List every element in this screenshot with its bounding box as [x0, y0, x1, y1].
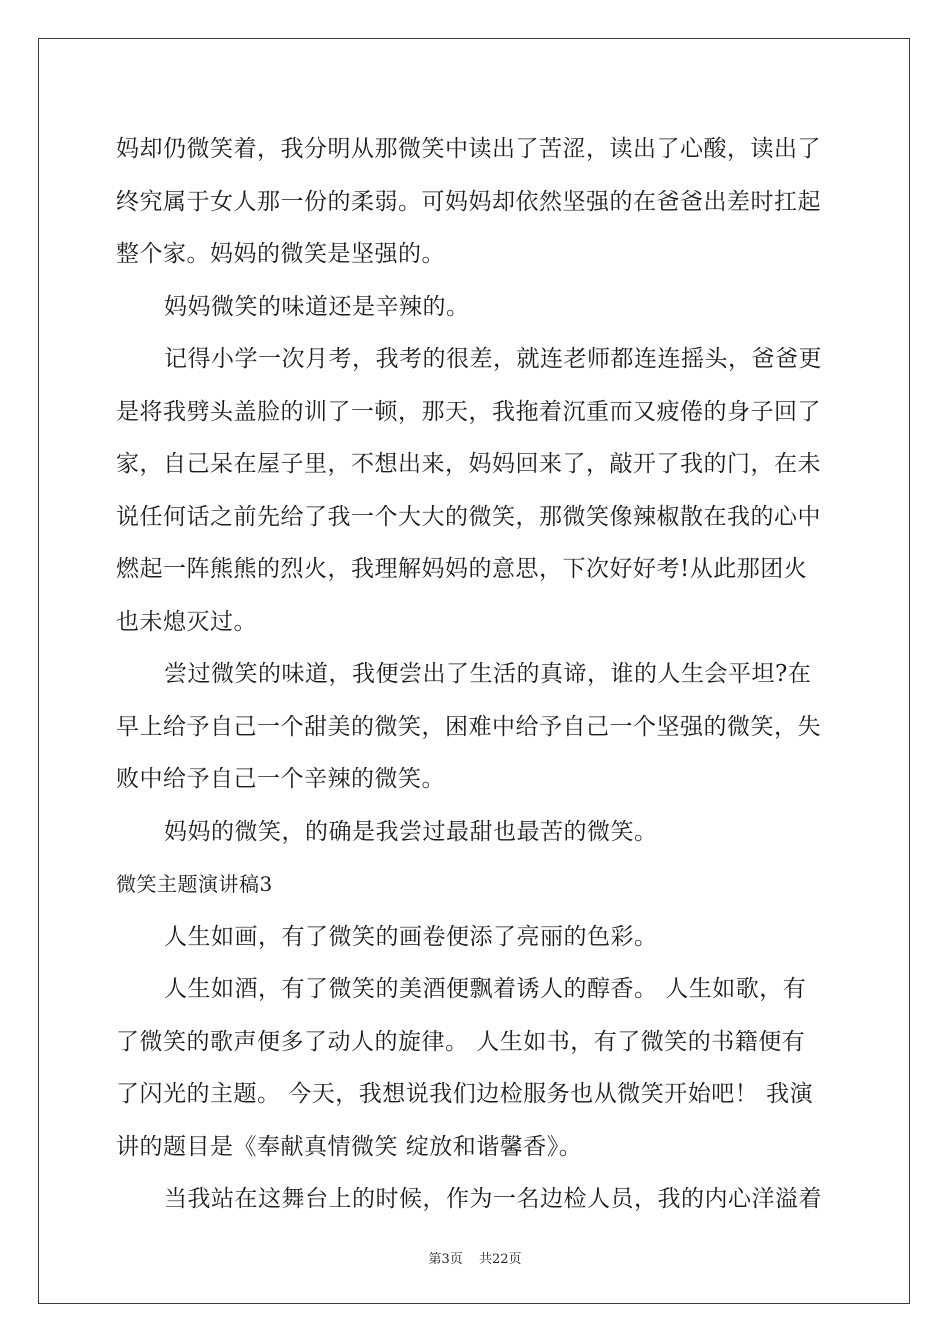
text-line: 了闪光的主题。 今天，我想说我们边检服务也从微笑开始吧！ 我演: [116, 1081, 814, 1107]
text-line: 说任何话之前先给了我一个大大的微笑，那微笑像辣椒散在我的心中: [116, 503, 821, 530]
page-footer: [0, 1248, 950, 1267]
text-line: 燃起一阵熊熊的烈火，我理解妈妈的意思，下次好好考!从此那团火: [116, 556, 808, 582]
text-line: 败中给予自己一个辛辣的微笑。: [116, 766, 445, 792]
section-heading: 微笑主题演讲稿3: [116, 872, 273, 896]
text-line: 家，自己呆在屋子里，不想出来，妈妈回来了，敲开了我的门，在未: [116, 451, 821, 477]
text-line: 妈妈微笑的味道还是辛辣的。: [164, 293, 470, 320]
text-line: 讲的题目是《奉献真情微笑 绽放和谐馨香》。: [116, 1133, 583, 1160]
current-page-number: 第3页: [428, 1252, 463, 1267]
text-line: 也未熄灭过。: [116, 608, 257, 635]
text-line: 整个家。妈妈的微笑是坚强的。: [116, 241, 445, 267]
text-line: 人生如酒，有了微笑的美酒便飘着诱人的醇香。 人生如歌，有: [164, 976, 807, 1002]
text-line: 人生如画，有了微笑的画卷便添了亮丽的色彩。: [164, 923, 658, 950]
text-line: 了微笑的歌声便多了动人的旋律。 人生如书，有了微笑的书籍便有: [116, 1028, 806, 1055]
text-line: 早上给予自己一个甜美的微笑，困难中给予自己一个坚强的微笑，失: [116, 713, 821, 740]
document-body: [116, 123, 836, 1226]
text-line: 记得小学一次月考，我考的很差，就连老师都连连摇头，爸爸更: [164, 346, 822, 372]
text-line: 终究属于女人那一份的柔弱。可妈妈却依然坚强的在爸爸出差时扛起: [116, 188, 821, 215]
text-line: 当我站在这舞台上的时候，作为一名边检人员，我的内心洋溢着: [164, 1186, 822, 1212]
text-line: 尝过微笑的味道，我便尝出了生活的真谛，谁的人生会平坦?在: [164, 661, 812, 687]
text-line: 妈却仍微笑着，我分明从那微笑中读出了苦涩，读出了心酸，读出了: [116, 136, 821, 162]
text-line: 妈妈的微笑，的确是我尝过最甜也最苦的微笑。: [164, 818, 658, 845]
text-line: 是将我劈头盖脸的训了一顿，那天，我拖着沉重而又疲倦的身子回了: [116, 398, 821, 425]
total-page-count: 共22页: [478, 1252, 522, 1267]
